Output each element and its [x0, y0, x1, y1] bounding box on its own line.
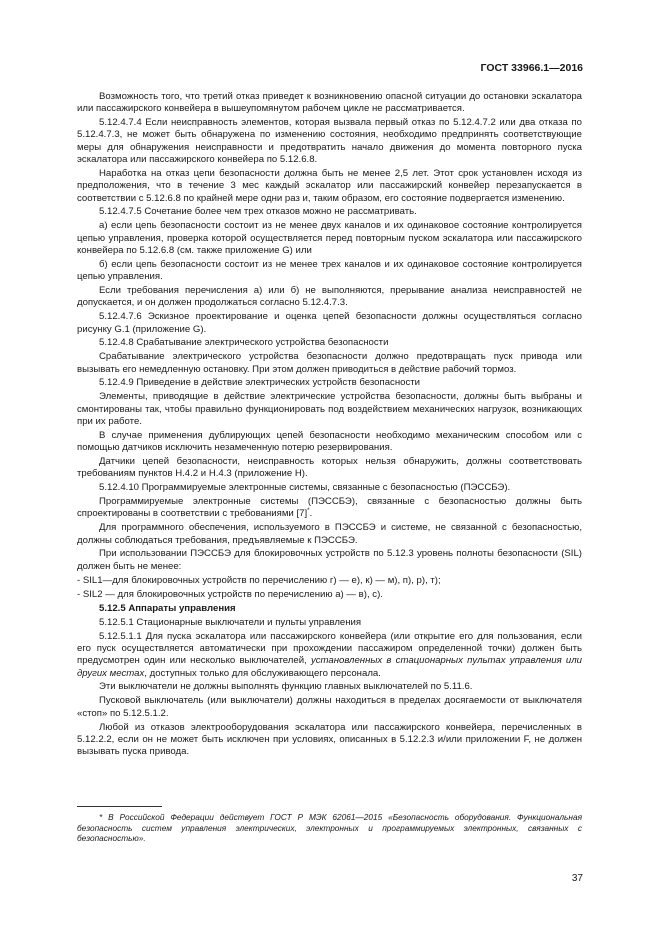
section-heading: 5.12.5 Аппараты управления	[99, 602, 236, 614]
paragraph: Датчики цепей безопасности, неисправность которых нельзя обнаружить, должны соответствовать требованиям пунктов Н.4.2 и Н.4.3 (приложение Н).	[77, 456, 582, 480]
list-item: - SIL1—для блокировочных устройств по перечислению г) — е), к) — м), п), р), т);	[77, 574, 441, 586]
document-code: ГОСТ 33966.1—2016	[480, 62, 583, 74]
paragraph: 5.12.4.7.4 Если неисправность элементов, которая вызвала первый отказ по 5.12.4.7.2 или два отказа по 5.12.4.7.3, не может быть обнаружена по изменению состояния, необходимо предпринять соответствующие меры для обнаружения неисправности и предотвратить начало движения до момента повторного пуска эскалатора или пассажирского конвейера по 5.12.6.8.	[77, 117, 582, 166]
paragraph: 5.12.4.7.6 Эскизное проектирование и оценка цепей безопасности должны осуществляться согласно рисунку G.1 (приложение G).	[77, 311, 582, 335]
subsection-title: 5.12.4.8 Срабатывание электрического устройства безопасности	[99, 337, 389, 349]
paragraph-text: Программируемые электронные системы (ПЭССБЭ), связанные с безопасностью должны быть спроектированы в соответствии с требованиями [7]	[77, 496, 582, 520]
paragraph-text: 5.12.5.1.1 Для пуска эскалатора или пассажирского конвейера (или открытие его для пользования, если его пуск осуществляется автоматически при прохождении пассажиром определенной точки) должен быть предусмотрен один или несколько выключателей,	[77, 630, 582, 667]
paragraph: Возможность того, что третий отказ приведет к возникновению опасной ситуации до остановки эскалатора или пассажирского конвейера в вышеупомянутом рабочем цикле не рассматривается.	[77, 91, 582, 115]
subsection-title: 5.12.5.1 Стационарные выключатели и пульты управления	[99, 616, 362, 628]
italic-text: установленных в стационарных пультах управления или других местах	[77, 655, 582, 679]
paragraph: Срабатывание электрического устройства безопасности должно предотвращать пуск привода или вызывать его немедленную остановку. При этом должен приводиться в действие рабочий тормоз.	[77, 351, 582, 375]
paragraph: 5.12.4.7.5 Сочетание более чем трех отказов можно не рассматривать.	[99, 206, 417, 218]
paragraph: Наработка на отказ цепи безопасности должна быть не менее 2,5 лет. Этот срок установлен исходя из предположения, что в течение 3 мес каждый эскалатор или пассажирский конвейер перезапускается в соответствии с 5.12.6.8 по крайней мере одни раз и, таким образом, его состояние подвергается изменению.	[77, 167, 582, 204]
list-item: а) если цепь безопасности состоит из не менее двух каналов и их одинаковое состояние контролируется цепью управления, проверка которой осуществляется перед повторным пуском эскалатора или пассажирского конвейера по 5.12.6.8 (см. также приложение G) или	[77, 220, 582, 256]
paragraph-text: , доступных только для обслуживающего персонала.	[144, 667, 381, 679]
paragraph: Элементы, приводящие в действие электрические устройства безопасности, должны быть выбраны и смонтированы так, чтобы правильно функционировать под воздействием механических нагрузок, возникающих при их работе.	[77, 391, 582, 427]
paragraph-end: .	[309, 508, 313, 520]
paragraph: Эти выключатели не должны выполнять функцию главных выключателей по 5.11.6.	[99, 681, 473, 693]
page-number: 37	[571, 873, 583, 884]
paragraph: В случае применения дублирующих цепей безопасности необходимо механическим способом или с помощью датчиков исключить незамеченную потерю резервирования.	[77, 429, 582, 454]
list-item: б) если цепь безопасности состоит из не менее трех каналов и их одинаковое состояние контролируется цепью управления.	[77, 258, 582, 283]
paragraph: Любой из отказов электрооборудования эскалатора или пассажирского конвейера, перечисленных в 5.12.2.2, если он не может быть исключен при условиях, описанных в 5.12.2.3 и/или приложении F, не должен вызывать пуска привода.	[77, 721, 582, 758]
footnote-divider	[77, 806, 162, 807]
paragraph: Если требования перечисления а) или б) не выполняются, прерывание анализа неисправностей не допускается, и он должен продолжаться согласно 5.12.4.7.3.	[77, 285, 582, 309]
paragraph	[77, 496, 582, 521]
paragraph: При использовании ПЭССБЭ для блокировочных устройств по 5.12.3 уровень полноты безопасности (SIL) должен быть не менее:	[77, 548, 582, 572]
subsection-title: 5.12.4.9 Приведение в действие электрических устройств безопасности	[99, 377, 421, 389]
page-body	[77, 91, 582, 760]
subsection-title: 5.12.4.10 Программируемые электронные системы, связанные с безопасностью (ПЭССБЭ).	[99, 482, 511, 494]
footnote-marker: *	[307, 507, 310, 515]
paragraph: Для программного обеспечения, используемого в ПЭССБЭ и системе, не связанной с безопасностью, должны соблюдаться требования, предъявляемые к ПЭССБЭ.	[77, 522, 582, 546]
paragraph	[77, 631, 582, 680]
list-item: - SIL2 — для блокировочных устройств по перечислению а) — в), с).	[77, 588, 383, 600]
footnote: * В Российской Федерации действует ГОСТ Р МЭК 62061—2015 «Безопасность оборудования. Функциональная безопасность систем управления электрических, электронных и программируемых электронных, связанных с безопасностью».	[77, 812, 582, 844]
paragraph: Пусковой выключатель (или выключатели) должны находиться в пределах досягаемости от выключателя «стоп» по 5.12.5.1.2.	[77, 695, 582, 719]
